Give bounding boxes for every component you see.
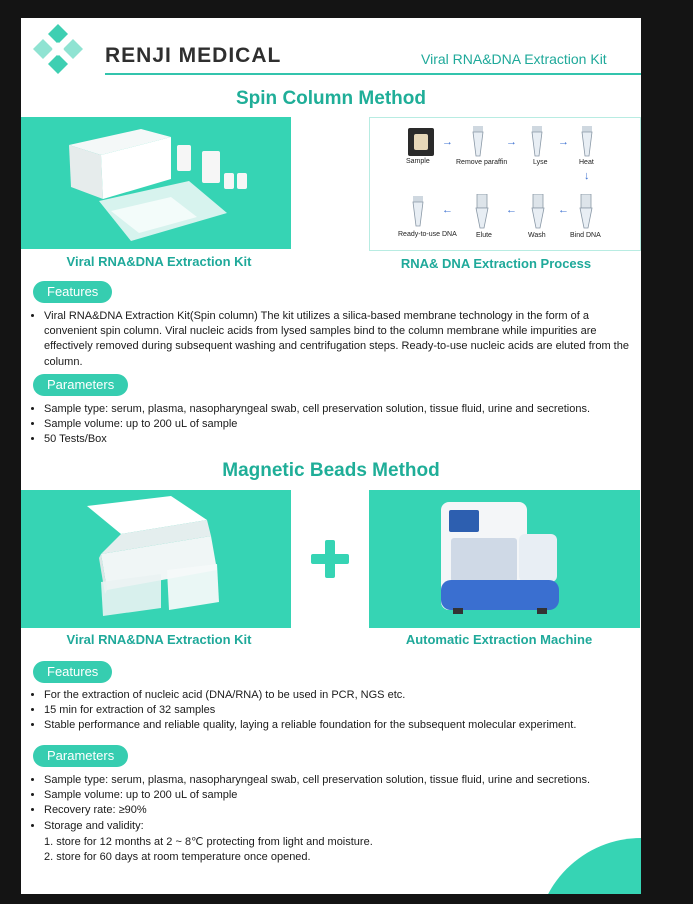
magnetic-beads-title: Magnetic Beads Method (222, 460, 440, 481)
arrow-left-icon: ← (558, 204, 569, 216)
arrow-right-icon: → (558, 136, 569, 148)
magnetic-parameters-list (22, 773, 641, 834)
tube-icon (530, 126, 544, 158)
spin-column-title: Spin Column Method (236, 88, 426, 109)
extraction-process-diagram (369, 117, 641, 251)
renji-logo-icon (29, 24, 87, 78)
list-item: • 15 min for extraction of 32 samples (44, 703, 641, 718)
arrow-right-icon: → (506, 136, 517, 148)
parameters-label: Parameters (33, 745, 128, 767)
plus-icon (311, 540, 349, 578)
tube-icon (411, 196, 425, 228)
sample-block-icon (408, 128, 434, 156)
column-tube-icon (530, 194, 546, 230)
machine-caption: Automatic Extraction Machine (405, 632, 593, 647)
process-caption: RNA& DNA Extraction Process (400, 256, 592, 271)
step-label-lyse: Lyse (533, 159, 548, 166)
step-label-ready-to-use: Ready-to-use DNA (398, 231, 457, 238)
list-item: • Sample type: serum, plasma, nasopharyngeal swab, cell preservation solution, tissue fluid, urine and secretions. (44, 773, 641, 788)
features-label: Features (33, 281, 112, 303)
extraction-machine-image (369, 490, 640, 628)
list-item: • Storage and validity: (44, 819, 641, 834)
step-label-bind-dna: Bind DNA (570, 232, 601, 239)
magnetic-kit-illustration (21, 490, 291, 628)
step-label-heat: Heat (579, 159, 594, 166)
magnetic-kit-caption: Viral RNA&DNA Extraction Kit (66, 632, 252, 647)
list-item: • Sample type: serum, plasma, nasopharyngeal swab, cell preservation solution, tissue fluid, urine and secretions. (44, 402, 641, 417)
list-item: • Viral RNA&DNA Extraction Kit(Spin column) The kit utilizes a silica-based membrane technology in the form of a convenient spin column. Viral nucleic acids from lysed samples bind to the column membrane while impurities are effectively removed during subsequent washing and centrifugation steps. Ready-to-use nucleic acids are eluted from the column. (44, 309, 641, 370)
step-label-elute: Elute (476, 232, 492, 239)
list-item: • For the extraction of nucleic acid (DNA/RNA) to be used in PCR, NGS etc. (44, 688, 641, 703)
tube-icon (471, 126, 485, 158)
parameters-label: Parameters (33, 374, 128, 396)
list-item: • Stable performance and reliable quality, laying a reliable foundation for the subsequent molecular experiment. (44, 718, 641, 733)
brand-name: RENJI MEDICAL (105, 44, 282, 67)
column-tube-icon (474, 194, 490, 230)
extraction-machine-illustration (369, 490, 640, 628)
step-label-sample: Sample (406, 158, 430, 165)
features-label: Features (33, 661, 112, 683)
document-page (21, 18, 641, 894)
spin-kit-caption: Viral RNA&DNA Extraction Kit (66, 254, 252, 269)
arrow-left-icon: ← (442, 204, 453, 216)
list-item: • Sample volume: up to 200 uL of sample (44, 417, 641, 432)
list-item: • Sample volume: up to 200 uL of sample (44, 788, 641, 803)
spin-kit-image (21, 117, 291, 249)
column-tube-icon (578, 194, 594, 230)
decorative-corner-shape (536, 838, 641, 894)
arrow-right-icon: → (442, 136, 453, 148)
storage-line: 2. store for 60 days at room temperature once opened. (44, 851, 311, 864)
list-item: • 50 Tests/Box (44, 432, 641, 447)
spin-features-list (22, 309, 641, 370)
arrow-down-icon: ↓ (584, 170, 590, 182)
storage-details (44, 835, 373, 865)
list-item: • Recovery rate: ≥90% (44, 803, 641, 818)
storage-line: 1. store for 12 months at 2 ~ 8℃ protecting from light and moisture. (44, 836, 373, 848)
product-name: Viral RNA&DNA Extraction Kit (421, 51, 607, 67)
step-label-remove-paraffin: Remove paraffin (456, 159, 508, 166)
tube-icon (580, 126, 594, 158)
step-label-wash: Wash (528, 232, 546, 239)
spin-parameters-list (22, 402, 641, 448)
spin-kit-illustration (21, 117, 291, 249)
arrow-left-icon: ← (506, 204, 517, 216)
magnetic-kit-image (21, 490, 291, 628)
header-divider (105, 73, 641, 75)
magnetic-features-list (22, 688, 641, 734)
